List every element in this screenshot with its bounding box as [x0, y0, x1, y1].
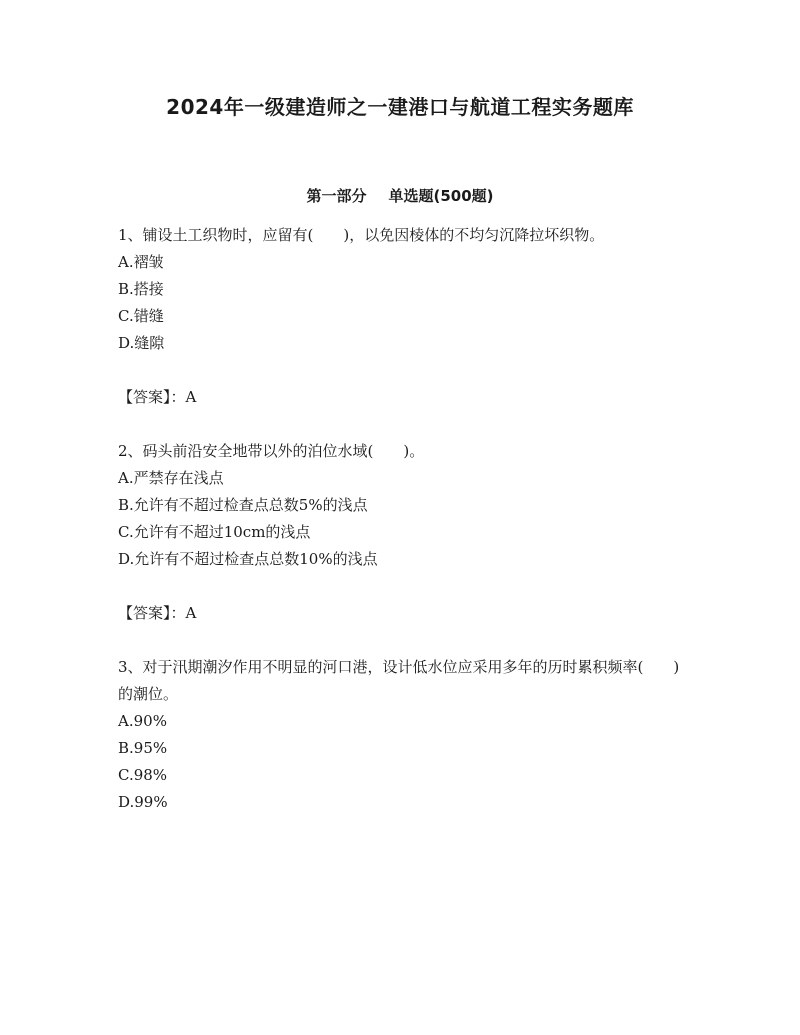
option-d: D.缝隙 — [118, 334, 165, 352]
option-b: B.允许有不超过检查点总数5%的浅点 — [118, 496, 368, 514]
section-name: 单选题(500题) — [388, 187, 494, 205]
document-title: 2024年一级建造师之一建港口与航道工程实务题库 — [166, 95, 634, 119]
option-b: B.搭接 — [118, 280, 164, 298]
option-a: A.90% — [118, 712, 167, 730]
question-stem: 2、码头前沿安全地带以外的泊位水域( )。 — [118, 442, 425, 460]
option-c: C.98% — [118, 766, 168, 784]
option-c: C.允许有不超过10cm的浅点 — [118, 523, 311, 541]
answer: 【答案】：A — [118, 604, 197, 622]
option-c: C.错缝 — [118, 307, 164, 325]
section-part: 第一部分 — [306, 187, 367, 205]
question-1 — [118, 222, 688, 411]
question-2 — [118, 438, 688, 627]
option-a: A.严禁存在浅点 — [118, 469, 224, 487]
option-d: D.99% — [118, 793, 168, 811]
option-b: B.95% — [118, 739, 168, 757]
answer: 【答案】：A — [118, 388, 197, 406]
question-3 — [118, 654, 688, 816]
question-stem: 1、铺设土工织物时，应留有( )，以免因棱体的不均匀沉降拉坏织物。 — [118, 226, 605, 244]
section-title — [0, 184, 800, 208]
question-list — [118, 222, 688, 816]
option-d: D.允许有不超过检查点总数10%的浅点 — [118, 550, 378, 568]
option-a: A.褶皱 — [118, 253, 164, 271]
question-stem: 3、对于汛期潮汐作用不明显的河口港，设计低水位应采用多年的历时累积频率( )的潮位。 — [118, 658, 680, 703]
